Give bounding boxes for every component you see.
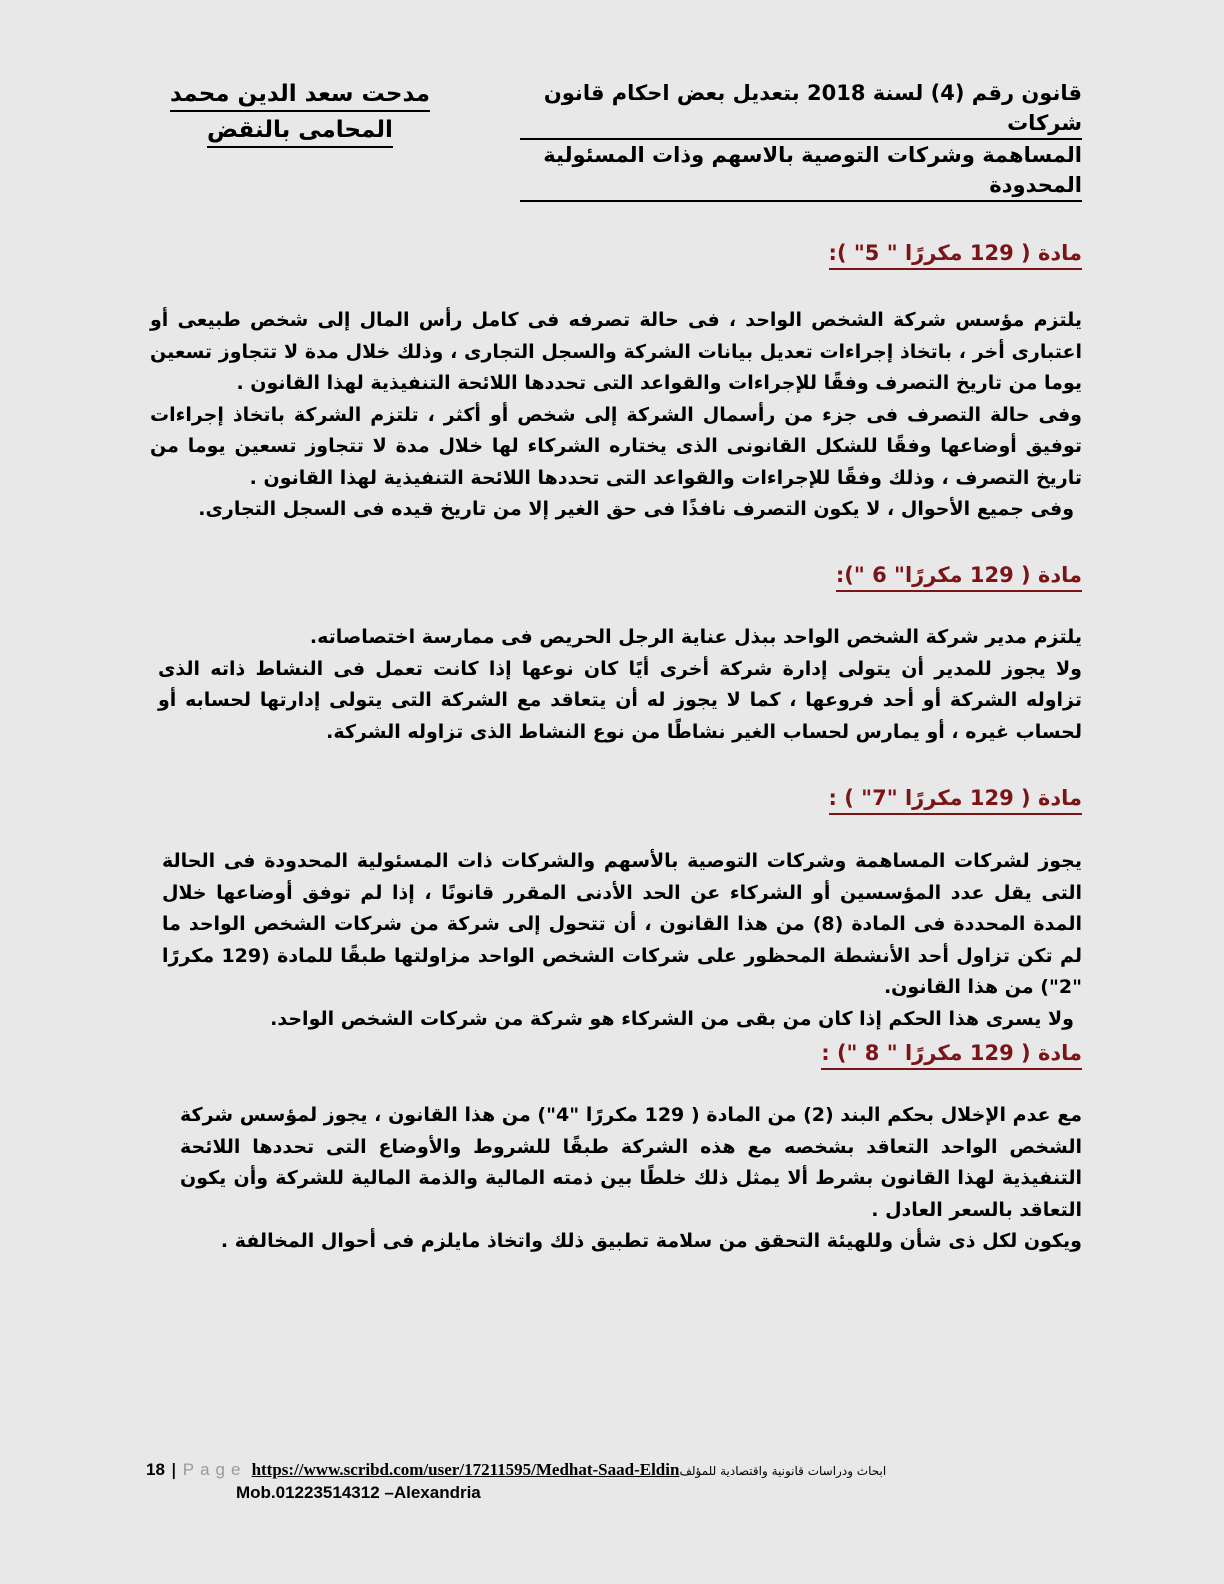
article-paragraph: ولا يسرى هذا الحكم إذا كان من بقى من الشركاء هو شركة من شركات الشخص الواحد. bbox=[270, 1007, 1074, 1030]
author-block bbox=[150, 76, 450, 148]
page-word: Page bbox=[182, 1460, 247, 1479]
article-body-5 bbox=[150, 305, 1082, 526]
footer-separator: | bbox=[170, 1460, 177, 1479]
law-title bbox=[520, 78, 1082, 202]
article-paragraph: يلتزم مؤسس شركة الشخص الواحد ، فى حالة تصرفه فى كامل رأس المال إلى شخص طبيعى أو اعتبارى أخر ، باتخاذ إجراءات تعديل بيانات الشركة والسجل التجارى ، وذلك خلال مدة لا تتجاوز تسعين يوما من تاريخ التصرف وفقًا للإجراءات والقواعد التى تحددها اللائحة التنفيذية لهذا القانون . bbox=[150, 309, 1082, 394]
article-paragraph: وفى جميع الأحوال ، لا يكون التصرف نافذًا فى حق الغير إلا من تاريخ قيده فى السجل التجارى. bbox=[198, 498, 1074, 520]
page-number: 18 bbox=[146, 1460, 165, 1479]
author-role: المحامى بالنقض bbox=[207, 114, 393, 148]
article-body-8 bbox=[180, 1100, 1082, 1258]
law-title-line-1: قانون رقم (4) لسنة 2018 بتعديل بعض احكام قانون شركات bbox=[520, 78, 1082, 140]
footer-mobile: Mob.01223514312 –Alexandria bbox=[236, 1483, 481, 1502]
law-title-line-2: المساهمة وشركات التوصية بالاسهم وذات المسئولية المحدودة bbox=[520, 140, 1082, 202]
article-paragraph: ولا يجوز للمدير أن يتولى إدارة شركة أخرى أيًا كان نوعها إذا كانت تعمل فى النشاط ذاته الذى تزاوله الشركة أو أحد فروعها ، كما لا يجوز له أن يتعاقد مع الشركة التى يتولى إدارتها لحسابه أو لحساب غيره ، أو يمارس لحساب الغير نشاطًا من نوع النشاط الذى تزاوله الشركة. bbox=[158, 657, 1082, 743]
article-paragraph: يلتزم مدير شركة الشخص الواحد ببذل عناية الرجل الحريص فى ممارسة اختصاصاته. bbox=[309, 626, 1082, 648]
article-paragraph: وفى حالة التصرف فى جزء من رأسمال الشركة إلى شخص أو أكثر ، تلتزم الشركة باتخاذ إجراءات توفيق أوضاعها وفقًا للشكل القانونى الذى يختاره الشركاء لها خلال مدة لا تتجاوز تسعين يوما من تاريخ التصرف ، وذلك وفقًا للإجراءات والقواعد التى تحددها اللائحة التنفيذية لهذا القانون . bbox=[150, 403, 1082, 489]
author-url-link[interactable]: https://www.scribd.com/user/17211595/Medhat-Saad-Eldin bbox=[251, 1460, 680, 1479]
article-title-8: مادة ( 129 مكررًا " 8 ") : bbox=[821, 1038, 1082, 1070]
series-label: ابحاث ودراسات قانونية واقتصادية للمؤلف bbox=[679, 1464, 887, 1478]
article-title-5: مادة ( 129 مكررًا " 5" ): bbox=[829, 238, 1082, 270]
article-paragraph: يجوز لشركات المساهمة وشركات التوصية بالأسهم والشركات ذات المسئولية المحدودة فى الحالة التى يقل عدد المؤسسين أو الشركاء عن الحد الأدنى المقرر قانونًا ، إذا لم توفق أوضاعها خلال المدة المحددة فى المادة (8) من هذا القانون ، أن تتحول إلى شركة من شركات الشخص الواحد ما لم تكن تزاول أحد الأنشطة المحظور على شركات الشخص الواحد مزاولتها طبقًا للمادة (129 مكررًا "2") من هذا القانون. bbox=[162, 850, 1083, 998]
article-paragraph: ويكون لكل ذى شأن وللهيئة التحقق من سلامة تطبيق ذلك واتخاذ مايلزم فى أحوال المخالفة . bbox=[220, 1230, 1082, 1252]
article-body-6 bbox=[158, 622, 1082, 748]
article-paragraph: مع عدم الإخلال بحكم البند (2) من المادة ( 129 مكررًا "4") من هذا القانون ، يجوز لمؤسس شركة الشخص الواحد التعاقد بشخصه مع هذه الشركة طبقًا للشروط والأوضاع التى تحددها اللائحة التنفيذية لهذا القانون بشرط ألا يمثل ذلك خلطًا بين ذمته المالية والذمة المالية للشركة وأن يكون التعاقد بالسعر العادل . bbox=[180, 1104, 1082, 1221]
article-title-6: مادة ( 129 مكررًا" 6 "): bbox=[836, 560, 1082, 592]
author-name: مدحت سعد الدين محمد bbox=[170, 78, 430, 112]
article-body-7 bbox=[162, 846, 1082, 1035]
article-title-7: مادة ( 129 مكررًا "7" ) : bbox=[829, 783, 1082, 815]
